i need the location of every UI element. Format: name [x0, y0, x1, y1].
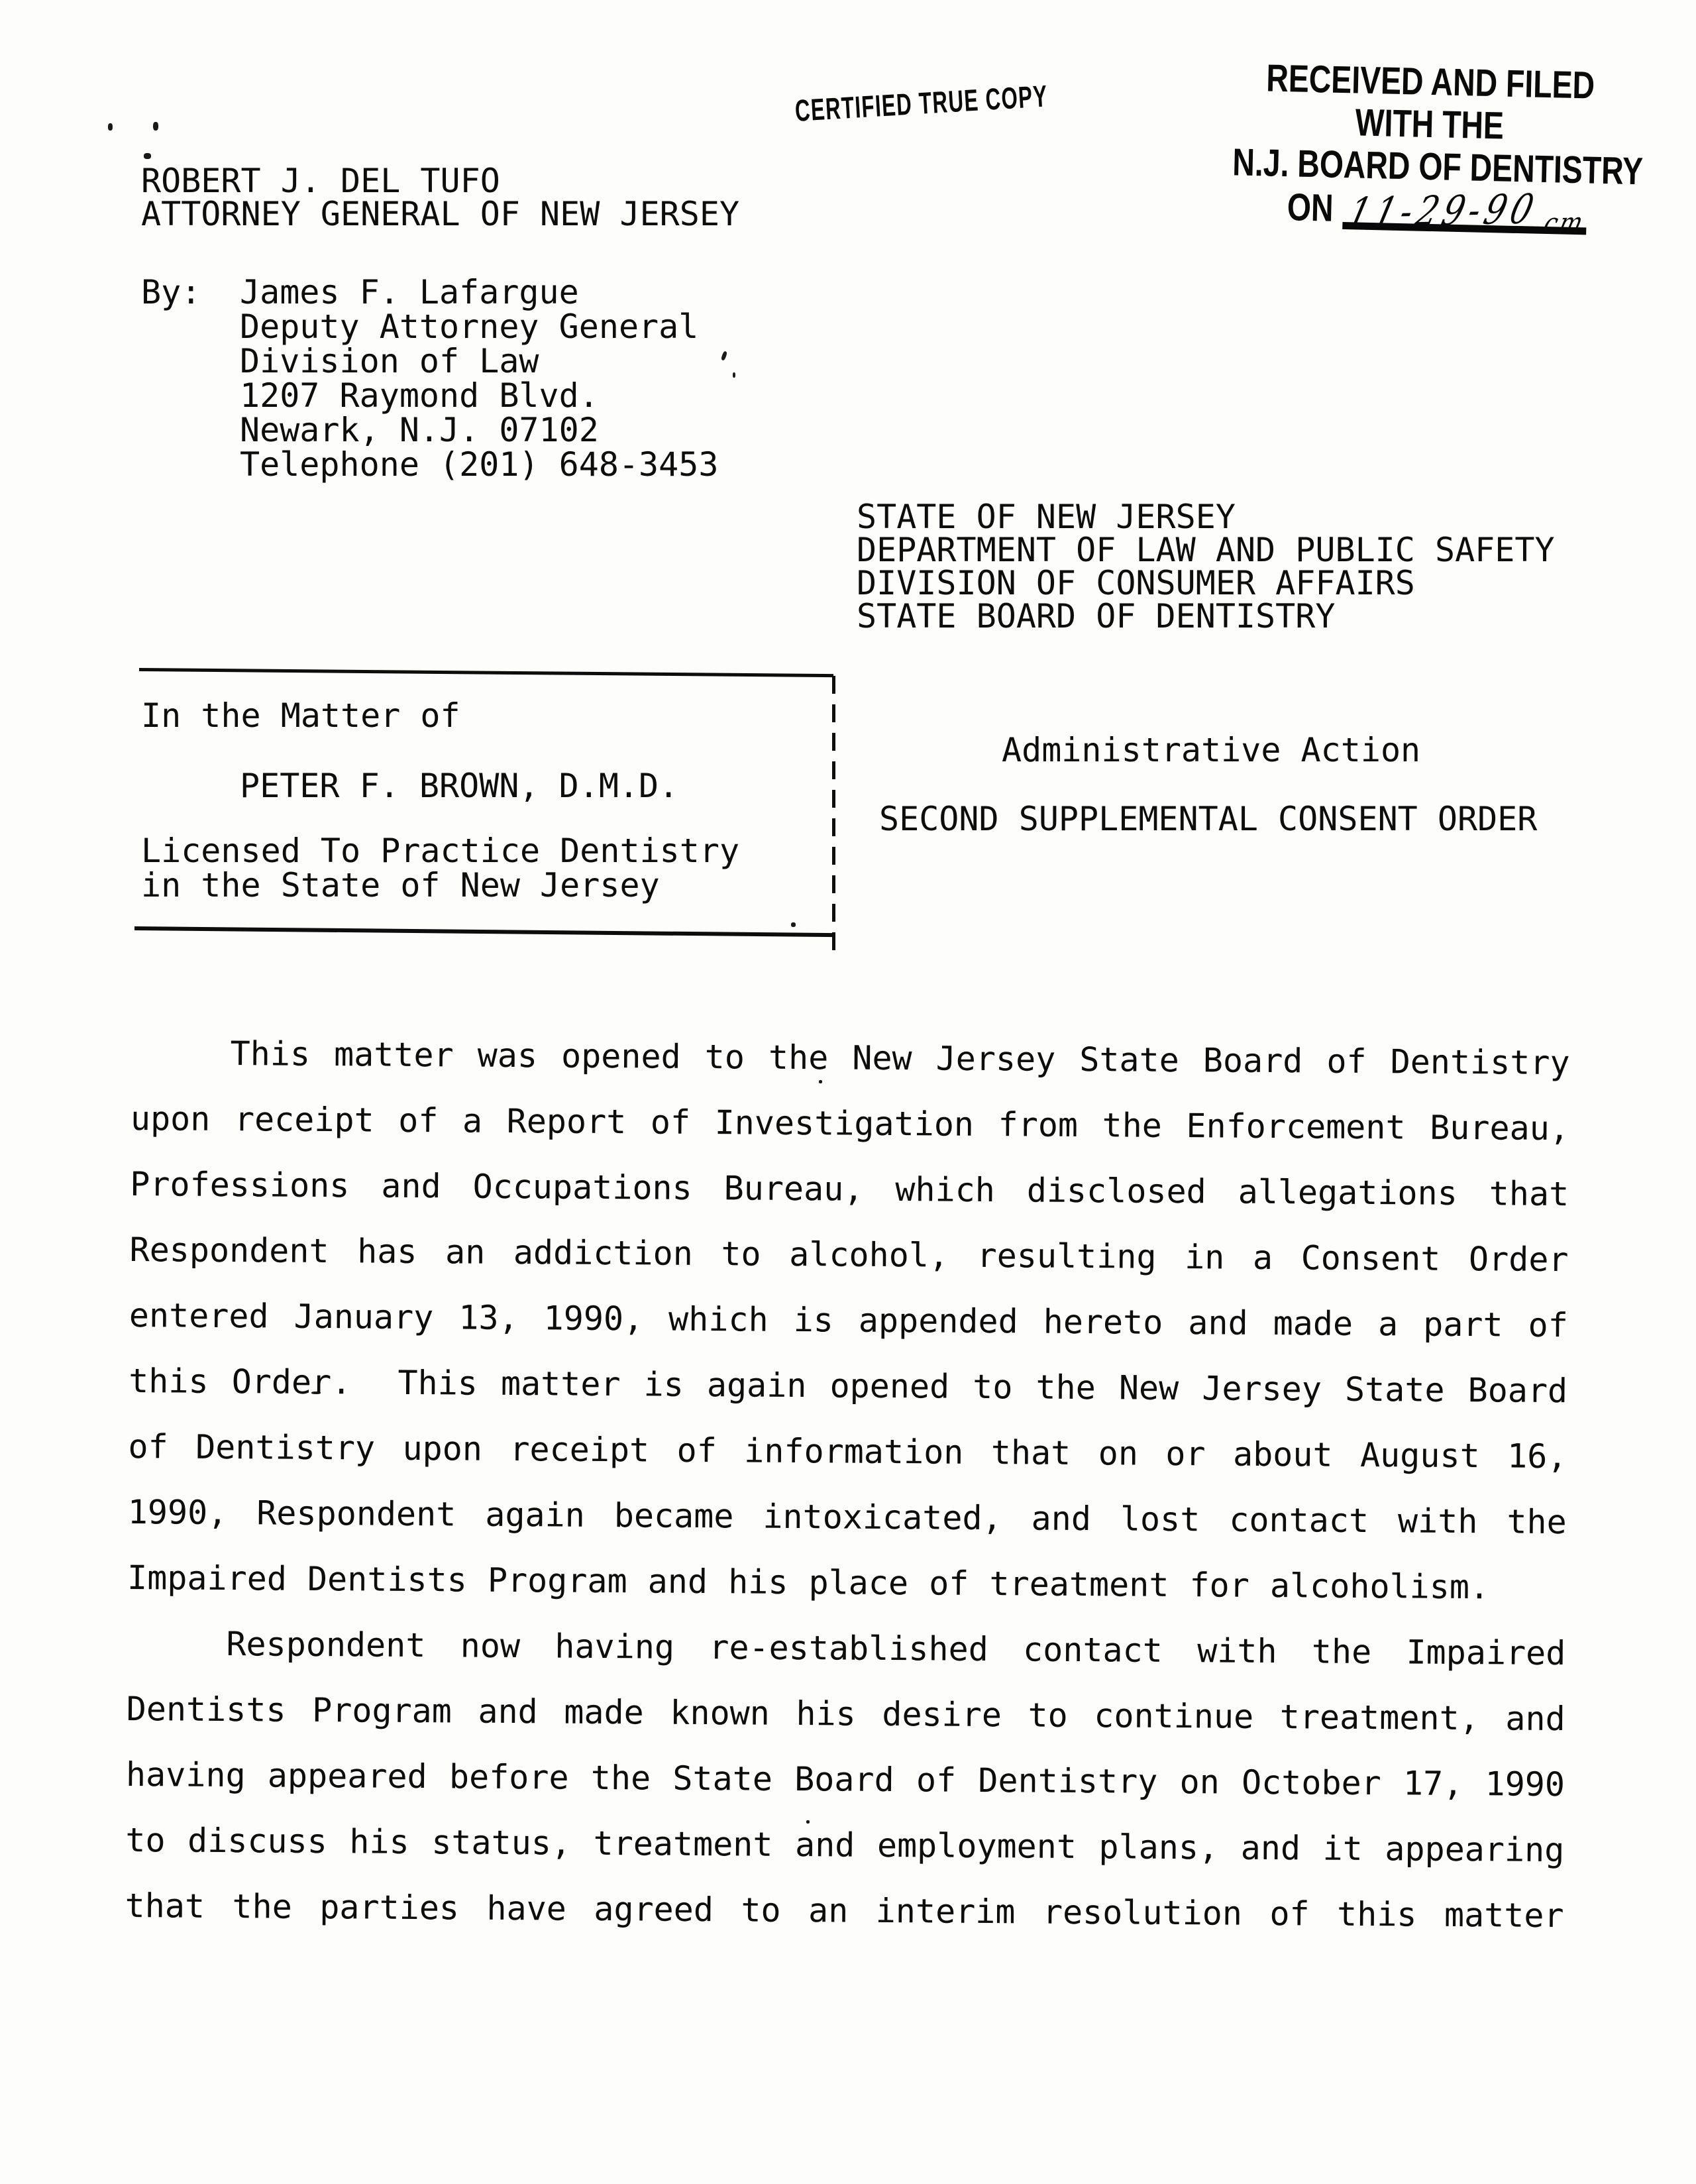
address-line: James F. Lafargue: [240, 273, 579, 311]
body-text-line: Professions and Occupations Bureau, which disclosed allegations that: [130, 1164, 1569, 1214]
respondent-name: PETER F. BROWN, D.M.D.: [240, 767, 679, 805]
body-text-line: of Dentistry upon receipt of information that on or about August 16,: [128, 1427, 1567, 1476]
in-the-matter-of: In the Matter of: [141, 696, 460, 735]
order-title: SECOND SUPPLEMENTAL CONSENT ORDER: [879, 800, 1538, 838]
body-text-line: Respondent has an addiction to alcohol, resulting in a Consent Order: [129, 1230, 1569, 1280]
address-line: Division of Law: [240, 342, 539, 380]
received-filed-stamp: [1231, 56, 1644, 241]
body-text-line: having appeared before the State Board of Dentistry on October 17, 1990: [125, 1755, 1565, 1804]
certified-true-copy-stamp: CERTIFIED TRUE COPY: [794, 78, 1049, 128]
body-text-line: that the parties have agreed to an interim resolution of this matter: [125, 1886, 1564, 1936]
handwritten-date: 11-29-90: [1343, 184, 1544, 237]
agency-block: [857, 500, 1555, 633]
caption-box-bottom-rule: [134, 926, 835, 937]
stamp-line-board: N.J. BOARD OF DENTISTRY: [1232, 140, 1644, 193]
scan-speck: [108, 123, 113, 131]
address-line: Newark, N.J. 07102: [240, 411, 599, 449]
scan-speck: [733, 372, 735, 378]
body-text-line: Dentists Program and made known his desire to continue treatment, and: [126, 1689, 1565, 1739]
address-line: Deputy Attorney General: [240, 307, 699, 346]
body-text-line: this Order. This matter is again opened to the New Jersey State Board: [128, 1361, 1568, 1411]
body-text-line: to discuss his status, treatment and employment plans, and it appearing: [125, 1820, 1565, 1870]
caption-box-dashed-divider: [832, 676, 835, 957]
deputy-attorney-block: [240, 275, 718, 482]
agency-line: STATE OF NEW JERSEY: [857, 498, 1236, 536]
scan-speck: [791, 922, 796, 927]
stamp-on-label: ON: [1287, 186, 1334, 230]
attorney-general-title: ATTORNEY GENERAL OF NEW JERSEY: [141, 195, 740, 233]
license-line-1: Licensed To Practice Dentistry: [141, 832, 740, 870]
by-label: By:: [141, 273, 201, 311]
body-text-line: entered January 13, 1990, which is appended hereto and made a part of: [129, 1295, 1569, 1345]
administrative-action-label: Administrative Action: [1002, 731, 1421, 769]
attorney-general-block: [141, 164, 739, 231]
body-text-line: Respondent now having re-established contact with the Impaired: [226, 1625, 1566, 1673]
order-body-text: [125, 1020, 1570, 1949]
scan-speck: [153, 122, 158, 131]
caption-box-top-rule: [139, 668, 833, 677]
handwritten-initials: cm: [1540, 206, 1589, 241]
agency-line: DIVISION OF CONSUMER AFFAIRS: [857, 564, 1415, 602]
scan-speck: [721, 351, 727, 360]
body-text-line: Impaired Dentists Program and his place of treatment for alcoholism.: [127, 1558, 1490, 1607]
license-line-2: in the State of New Jersey: [141, 866, 660, 904]
agency-line: DEPARTMENT OF LAW AND PUBLIC SAFETY: [857, 531, 1555, 569]
stamp-date-row: [1231, 184, 1624, 241]
body-text-line: This matter was opened to the New Jersey State Board of Dentistry: [230, 1034, 1570, 1083]
body-text-line: upon receipt of a Report of Investigation from the Enforcement Bureau,: [130, 1099, 1570, 1148]
body-text-line: 1990, Respondent again became intoxicated, and lost contact with the: [127, 1492, 1567, 1542]
stamp-line-with-the: WITH THE: [1354, 101, 1505, 148]
attorney-general-name: ROBERT J. DEL TUFO: [141, 162, 500, 200]
date-underline: [1342, 184, 1589, 241]
scan-speck: [144, 153, 151, 159]
address-line: Telephone (201) 648-3453: [240, 445, 719, 484]
address-line: 1207 Raymond Blvd.: [240, 376, 599, 415]
agency-line: STATE BOARD OF DENTISTRY: [857, 597, 1336, 635]
stamp-line-received: RECEIVED AND FILED: [1265, 56, 1595, 107]
